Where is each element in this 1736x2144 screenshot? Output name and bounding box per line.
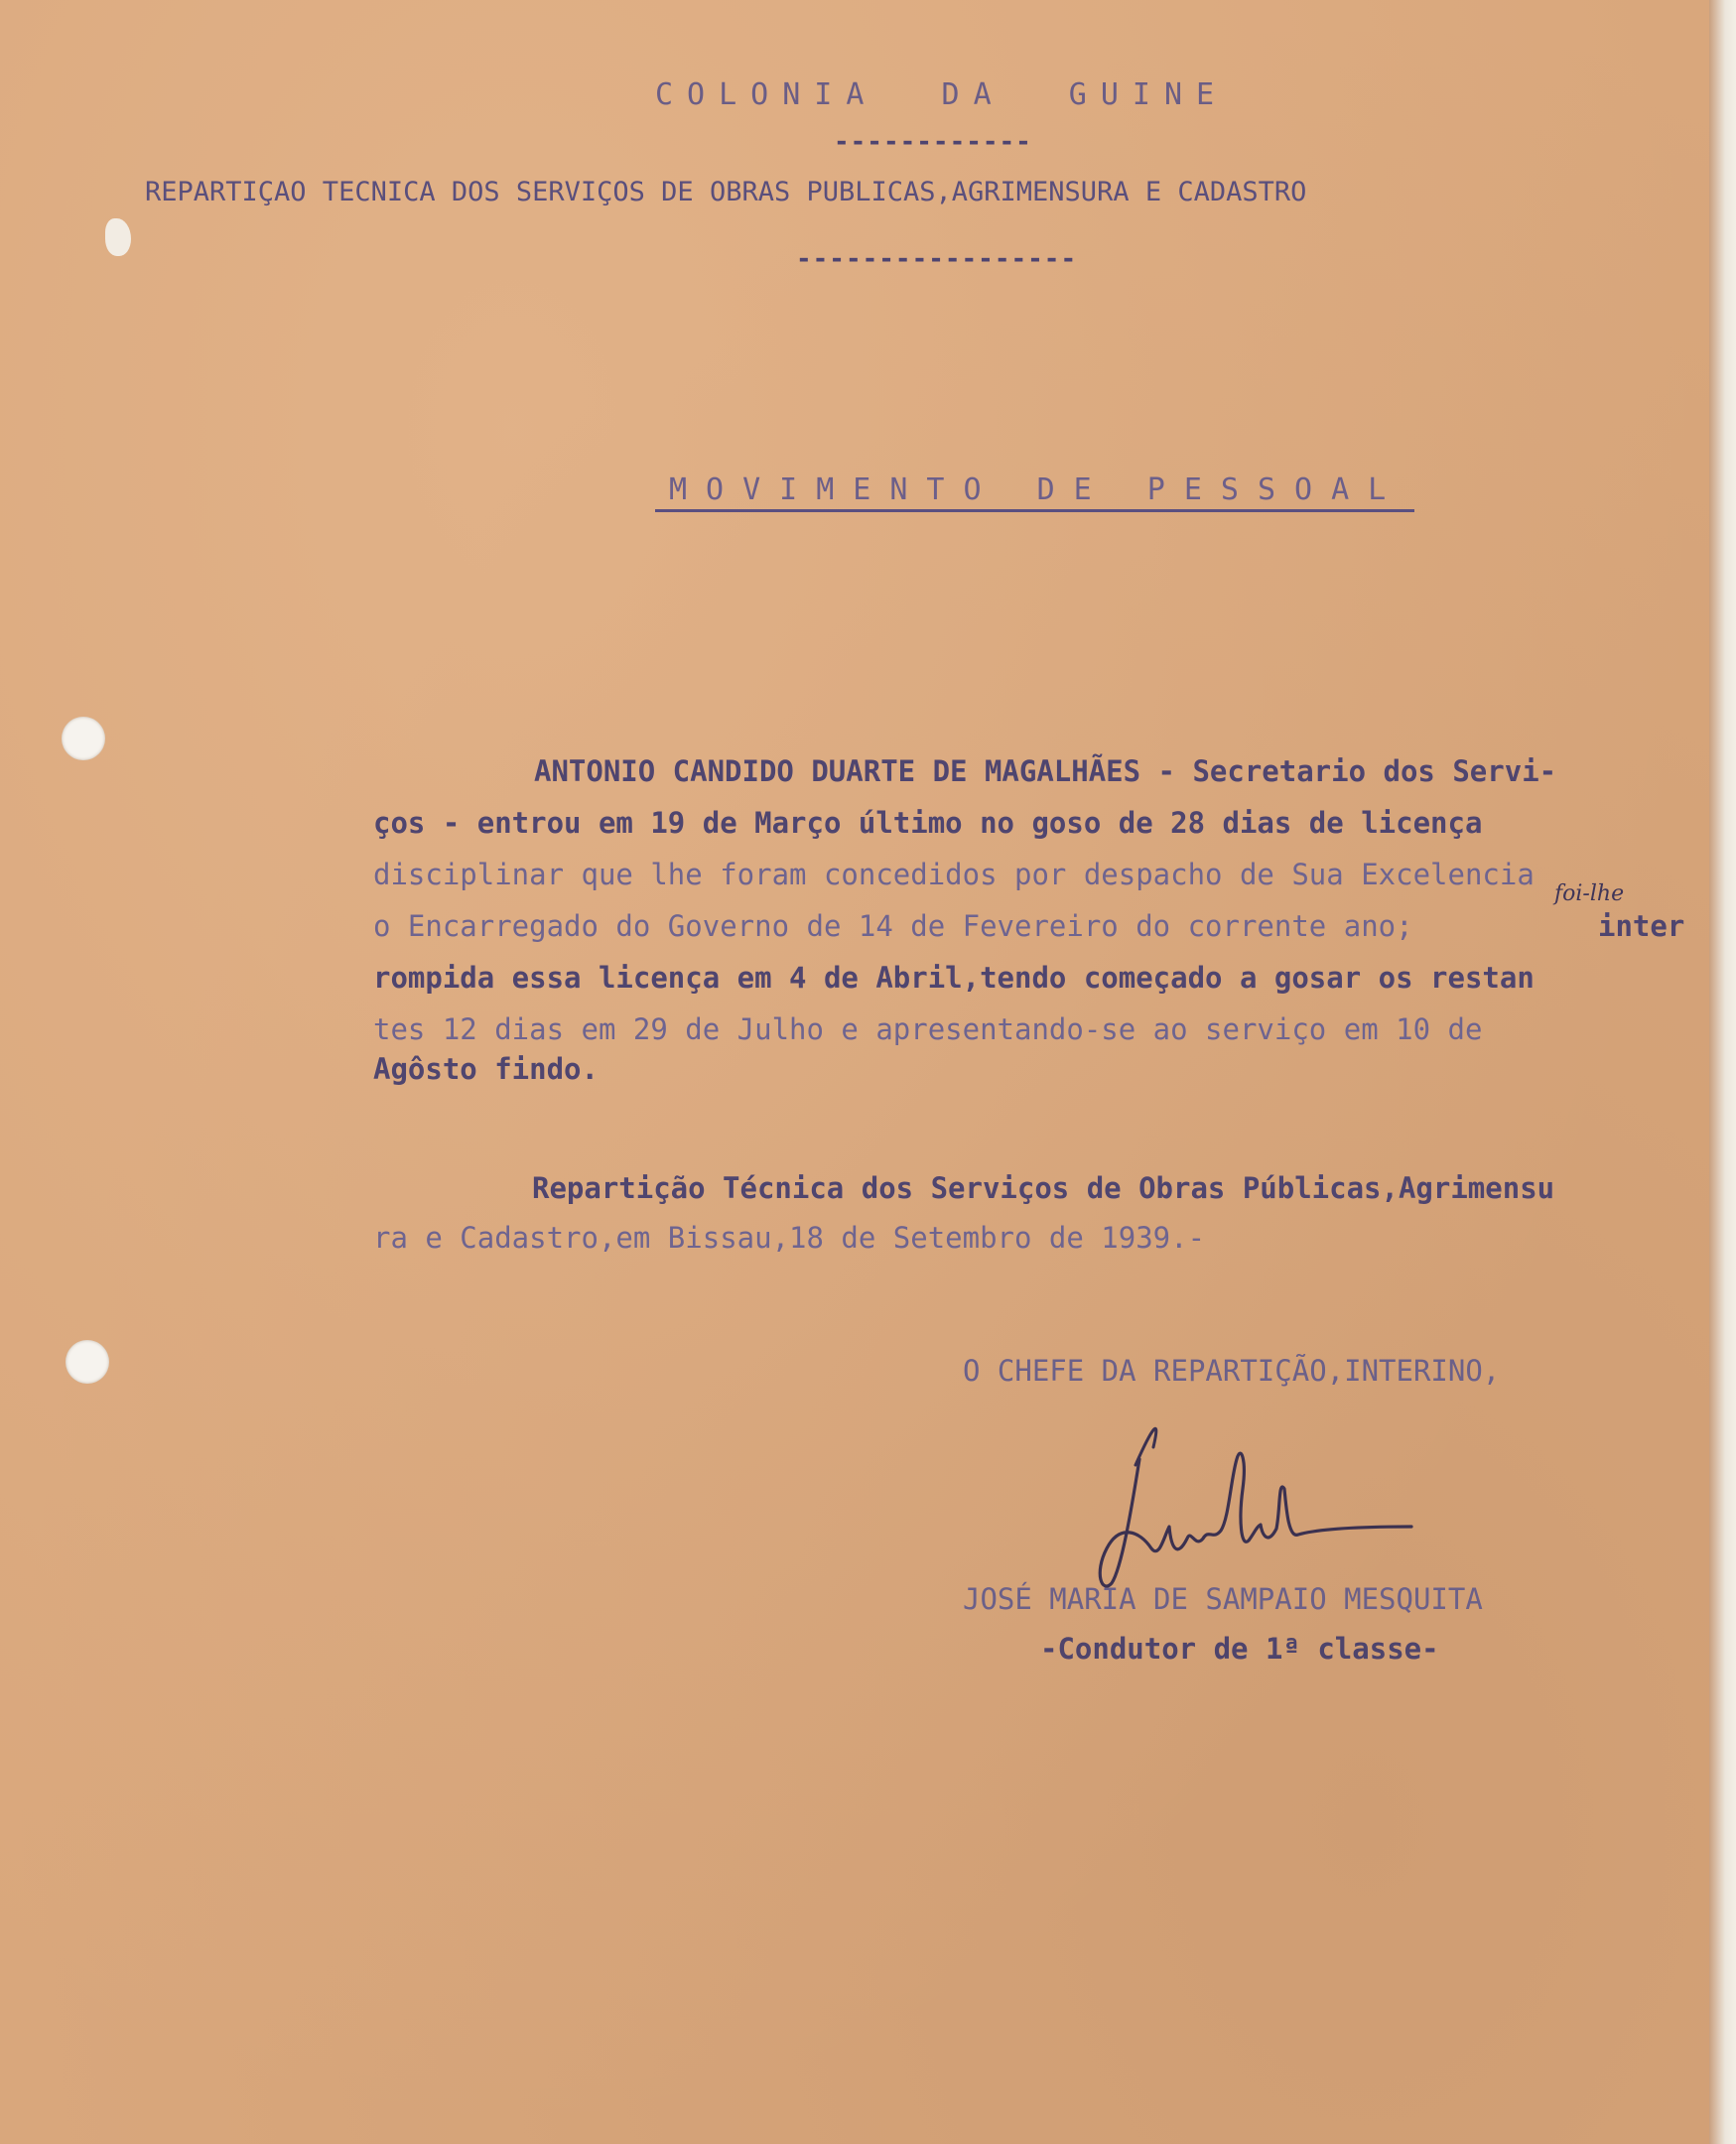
handwritten-insert: foi-lhe (1554, 881, 1625, 906)
signatory-role: O CHEFE DA REPARTIÇÃO,INTERINO, (963, 1354, 1501, 1388)
paper-tear (105, 218, 131, 256)
closing-line-2: ra e Cadastro,em Bissau,18 de Setembro de 1939.- (373, 1221, 1206, 1255)
page-edge (1709, 0, 1736, 2144)
department-heading: REPARTIÇAO TECNICA DOS SERVIÇOS DE OBRAS PUBLICAS,AGRIMENSURA E CADASTRO (145, 177, 1307, 207)
signatory-name: JOSÉ MARIA DE SAMPAIO MESQUITA (963, 1582, 1483, 1616)
signatory-position: -Condutor de 1ª classe- (1040, 1632, 1439, 1666)
closing-line-1: Repartição Técnica dos Serviços de Obras Públicas,Agrimensu (532, 1171, 1555, 1205)
body-line-3: disciplinar que lhe foram concedidos por despacho de Sua Excelencia (373, 858, 1535, 891)
body-line-7: Agôsto findo. (373, 1052, 599, 1086)
body-line-4-continued: inter (1598, 909, 1685, 943)
colony-heading: COLONIA DA GUINE (655, 77, 1229, 112)
header-separator-1: ------------ (834, 127, 1032, 157)
body-line-5: rompida essa licença em 4 de Abril,tendo começado a gosar os restan (373, 961, 1535, 995)
body-line-4: o Encarregado do Governo de 14 de Fevereiro do corrente ano; (373, 909, 1413, 943)
punch-hole-top (62, 717, 105, 760)
header-separator-2: ----------------- (796, 244, 1078, 274)
body-line-2: ços - entrou em 19 de Março último no goso de 28 dias de licença (373, 806, 1483, 840)
body-line-1: ANTONIO CANDIDO DUARTE DE MAGALHÃES - Secretario dos Servi- (534, 754, 1557, 788)
body-line-6: tes 12 dias em 29 de Julho e apresentando-se ao serviço em 10 de (373, 1012, 1483, 1046)
punch-hole-bottom (66, 1340, 109, 1384)
document-title: MOVIMENTO DE PESSOAL (655, 472, 1414, 512)
handwritten-signature (1092, 1400, 1429, 1598)
